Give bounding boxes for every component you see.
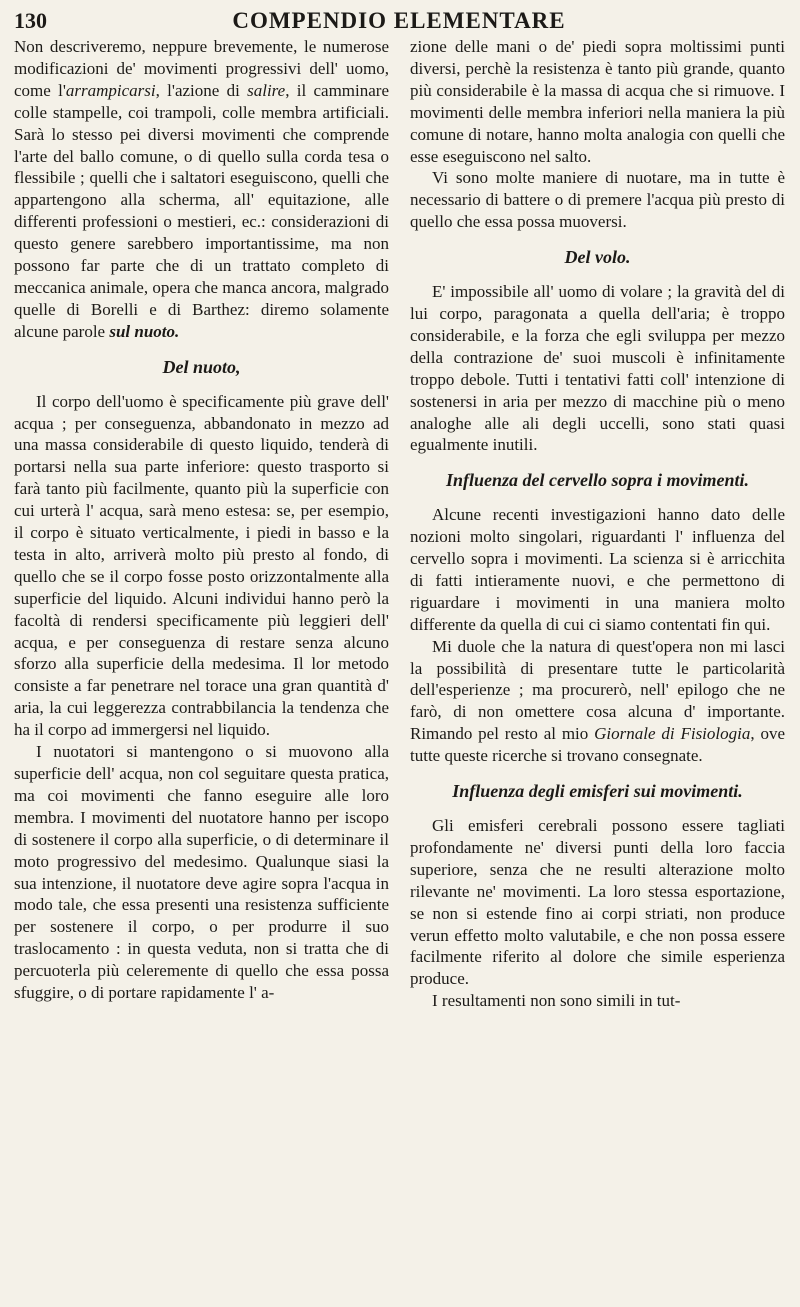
paragraph: zione delle mani o de' piedi sopra moltissimi punti diversi, perchè la resistenza è tanto più grande, quanto più considerabile è la massa di acqua che si rimuove. I movimenti delle membra inferiori nella maniera la più comune di notare, hanno molta analogia con quelli che esse eseguiscono nel salto.: [410, 37, 785, 166]
paragraph: E' impossibile all' uomo di volare ; la gravità del di lui corpo, paragonata a quella dell'aria; è troppo considerabile, e la forza che egli sviluppa per mezzo della contrazione de' suoi muscoli è infinitamente troppo debole. Tutti i tentativi fatti coll' intenzione di sostenersi in aria per mezzo di macchine più o meno analoghe alle ali degli uccelli, sono stati quasi egualmente inutili.: [410, 282, 785, 455]
running-title: COMPENDIO ELEMENTARE: [232, 8, 566, 33]
paragraph: Il corpo dell'uomo è specificamente più grave dell' acqua ; per conseguenza, abbandonato in mezzo ad una massa considerabile di questo liquido, tenderà di portarsi nella sua parte inferiore: questo trasporto si farà tanto più facilmente, quanto più la superficie con cui urterà l' acqua, sarà meno estesa: se, per esempio, il corpo è situato verticalmente, i piedi in basso e la testa in alto, arriverà molto più presto al fondo, di quello che se il corpo fosse posto orizzontalmente alla superficie del liquido. Alcuni individui hanno però la facoltà di rendersi specificamente più leggieri dell' acqua, e per conseguenza di restare senza alcuno sforzo alla superficie della medesima. Il lor metodo consiste a far penetrare nel torace una gran quantità d' aria, la cui leggerezza contrabbilancia la tendenza che ha il corpo ad immergersi nel liquido.: [14, 391, 389, 740]
right-column: [410, 36, 785, 1012]
page-number: 130: [14, 8, 47, 33]
paragraph: Non descriveremo, neppure brevemente, le numerose modificazioni de' movimenti progressivi dell' uomo, come l'arrampicarsi, l'azione di salire, il camminare colle stampelle, coi trampoli, colle membra artificiali. Sarà lo stesso pei diversi movimenti che comprende l'arte del ballo comune, o di quello sulla corda tesa o flessibile ; quelli che i saltatori eseguiscono, quelli che appartengono alla scherma, all' equitazione, alle differenti professioni o mestieri, ec.: considerazioni di questo genere sarebbero importantissime, ma non possono far parte che di un trattato completo di meccanica animale, opera che manca ancora, malgrado quelle di Borelli e di Barthez: diremo solamente alcune parole sul nuoto.: [14, 37, 390, 341]
paragraph: I nuotatori si mantengono o si muovono alla superficie dell' acqua, non col seguitare questa pratica, ma coi movimenti che fanno eseguire alle loro membra. I movimenti del nuotatore hanno per iscopo di sostenere il corpo alla superficie, o di determinare il moto progressivo del medesimo. Qualunque siasi la sua intenzione, il nuotatore deve agire sopra l'acqua in modo tale, che essa presenti una resistenza sufficiente per sostenere il corpo, o per produrre il suo traslocamento : in questa veduta, non si tratta che di percuoterla più celeremente di quello che essa possa sfuggire, o di portare rapidamente l' a-: [14, 742, 389, 1003]
left-column: [14, 36, 389, 1004]
section-heading-nuoto: Del nuoto,: [162, 356, 241, 377]
paragraph: I resultamenti non sono simili in tut-: [432, 991, 681, 1011]
section-heading-volo: Del volo.: [564, 247, 631, 268]
paragraph: Vi sono molte maniere di nuotare, ma in tutte è necessario di battere o di premere l'acqua più presto di quello che essa possa muoversi.: [410, 168, 785, 232]
page-header: [14, 4, 784, 34]
paragraph: Alcune recenti investigazioni hanno dato delle nozioni molto singolari, riguardanti l' influenza del cervello sopra i movimenti. La scienza si è arricchita di fatti intieramente nuovi, e che permettono di riguardare i movimenti in una maniera molto differente da quella di cui ci siamo contentati fin qui.: [410, 505, 785, 634]
section-heading-emisferi: Influenza degli emisferi sui movimenti.: [452, 781, 743, 802]
paragraph: Gli emisferi cerebrali possono essere tagliati profondamente ne' diversi punti della loro faccia superiore, senza che ne resulti alterazione molto rilevante ne' movimenti. La loro stessa esportazione, se non si estende fino ai corpi striati, non produce verun effetto molto valutabile, e che non possa essere facilmente riferito al dolore che simile esperienza produce.: [410, 816, 785, 989]
section-heading-cervello: Influenza del cervello sopra i movimenti.: [446, 470, 749, 491]
paragraph: Mi duole che la natura di quest'opera non mi lasci la possibilità di presentare tutte le particolarità dell'esperienze ; ma procurerò, nell' epilogo che ne farò, di non omettere cosa alcuna d' importante. Rimando pel resto al mio Giornale di Fisiologia, ove tutte queste ricerche si trovano consegnate.: [410, 636, 786, 766]
